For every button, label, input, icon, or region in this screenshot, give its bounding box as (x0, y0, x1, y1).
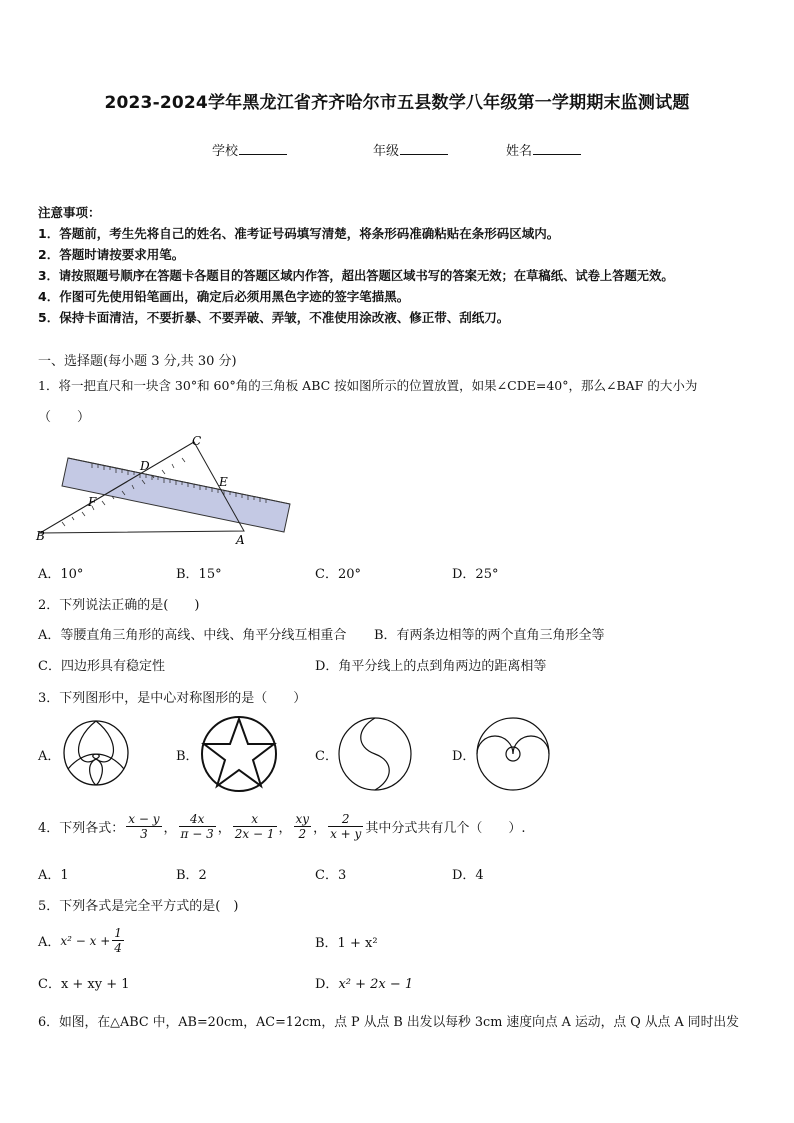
grade-blank (400, 141, 448, 155)
section-heading: 一、选择题(每小题 3 分,共 30 分) (38, 354, 237, 369)
q5-option-b[interactable]: B．1 + x² (315, 936, 378, 951)
name-label: 姓名 (506, 144, 533, 159)
label-e: E (219, 475, 228, 489)
q4-prefix: 4．下列各式： (38, 821, 125, 836)
q1-option-c[interactable]: C．20° (315, 567, 361, 582)
q1-option-b[interactable]: B．15° (176, 567, 222, 582)
star-in-circle-figure (199, 714, 279, 792)
question-2-stem: 2．下列说法正确的是( ) (38, 598, 200, 613)
name-field (506, 140, 581, 159)
question-6-stem: 6．如图，在△ABC 中，AB=20cm，AC=12cm，点 P 从点 B 出发以每秒 3cm 速度向点 A 运动，点 Q 从点 A 同时出发 (38, 1015, 739, 1030)
name-blank (533, 141, 581, 155)
notes-heading: 注意事项： (38, 205, 101, 220)
circle-with-arcs-figure (474, 716, 552, 792)
q2-option-c[interactable]: C．四边形具有稳定性 (38, 659, 165, 674)
label-f: F (88, 495, 97, 509)
q4-suffix: 其中分式共有几个（ ）. (365, 821, 526, 836)
fraction: $\frac{4x}{\pi - 3}$ (180, 812, 214, 841)
question-5-stem: 5．下列各式是完全平方式的是( ) (38, 899, 239, 914)
q1-option-a[interactable]: A．10° (38, 567, 84, 582)
label-c: C (192, 434, 202, 448)
fraction: $\frac{2}{x + y}$ (330, 812, 362, 841)
question-1-stem: 1．将一把直尺和一块含 30°和 60°角的三角板 ABC 按如图所示的位置放置，如果∠CDE=40°，那么∠BAF 的大小为 (38, 378, 698, 393)
trefoil-circle-figure (62, 719, 130, 787)
q2-option-a[interactable]: A．等腰直角三角形的高线、中线、角平分线互相重合 (38, 628, 347, 643)
grade-field (373, 140, 448, 159)
q4-option-b[interactable]: B．2 (176, 868, 207, 883)
label-b: B (36, 529, 45, 543)
grade-label: 年级 (373, 144, 400, 159)
q2-option-b[interactable]: B．有两条边相等的两个直角三角形全等 (374, 628, 605, 643)
note-item: 3．请按照题号顺序在答题卡各题目的答题区域内作答，超出答题区域书写的答案无效；在草稿纸、试卷上答题无效。 (38, 269, 674, 283)
q5-option-a[interactable]: A． x² − x + $\frac{1}{4}$ (38, 926, 122, 955)
q5-option-c[interactable]: C．x + xy + 1 (38, 977, 130, 992)
q3-option-a-label[interactable]: A． (38, 749, 61, 764)
school-field (212, 140, 287, 159)
fraction: $\frac{1}{4}$ (114, 926, 122, 955)
q3-option-d-label[interactable]: D． (452, 749, 476, 764)
question-4: 4．下列各式： $\frac{x - y}{3}$ ， $\frac{4x}{\pi - 3}$ ， $\frac{x}{2x - 1}$ ， $\frac{xy}{2}$ ， $\frac{2}{x + y}$ 其中分式共有几个（ ）. (38, 812, 526, 841)
yin-yang-figure (336, 717, 414, 791)
q4-option-a[interactable]: A．1 (38, 868, 69, 883)
label-d: D (140, 459, 150, 473)
school-label: 学校 (212, 144, 239, 159)
q2-option-d[interactable]: D．角平分线上的点到角两边的距离相等 (315, 659, 547, 674)
label-a: A (236, 533, 245, 547)
note-item: 5．保持卡面清洁，不要折暴、不要弄破、弄皱，不准使用涂改液、修正带、刮纸刀。 (38, 310, 510, 325)
q4-option-d[interactable]: D．4 (452, 868, 484, 883)
q1-option-d[interactable]: D．25° (452, 567, 499, 582)
fraction: $\frac{xy}{2}$ (295, 812, 310, 841)
fraction: $\frac{x}{2x - 1}$ (234, 812, 275, 841)
q4-option-c[interactable]: C．3 (315, 868, 347, 883)
q5-option-d[interactable]: D．x² + 2x − 1 (315, 977, 414, 992)
note-item: 1．答题前，考生先将自己的姓名、准考证号码填写清楚，将条形码准确粘贴在条形码区域内。 (38, 226, 560, 241)
question-1-paren: （ ） (38, 410, 91, 425)
q3-option-c-label[interactable]: C． (315, 749, 338, 764)
q3-option-b-label[interactable]: B． (176, 749, 199, 764)
ruler-triangle-figure (32, 430, 298, 548)
note-item: 4．作图可先使用铅笔画出，确定后必须用黑色字迹的签字笔描黑。 (38, 289, 410, 304)
school-blank (239, 141, 287, 155)
question-3-stem: 3．下列图形中，是中心对称图形的是（ ） (38, 691, 307, 706)
note-item: 2．答题时请按要求用笔。 (38, 247, 185, 262)
page-title: 2023-2024学年黑龙江省齐齐哈尔市五县数学八年级第一学期期末监测试题 (104, 93, 690, 113)
fraction: $\frac{x - y}{3}$ (128, 812, 160, 841)
